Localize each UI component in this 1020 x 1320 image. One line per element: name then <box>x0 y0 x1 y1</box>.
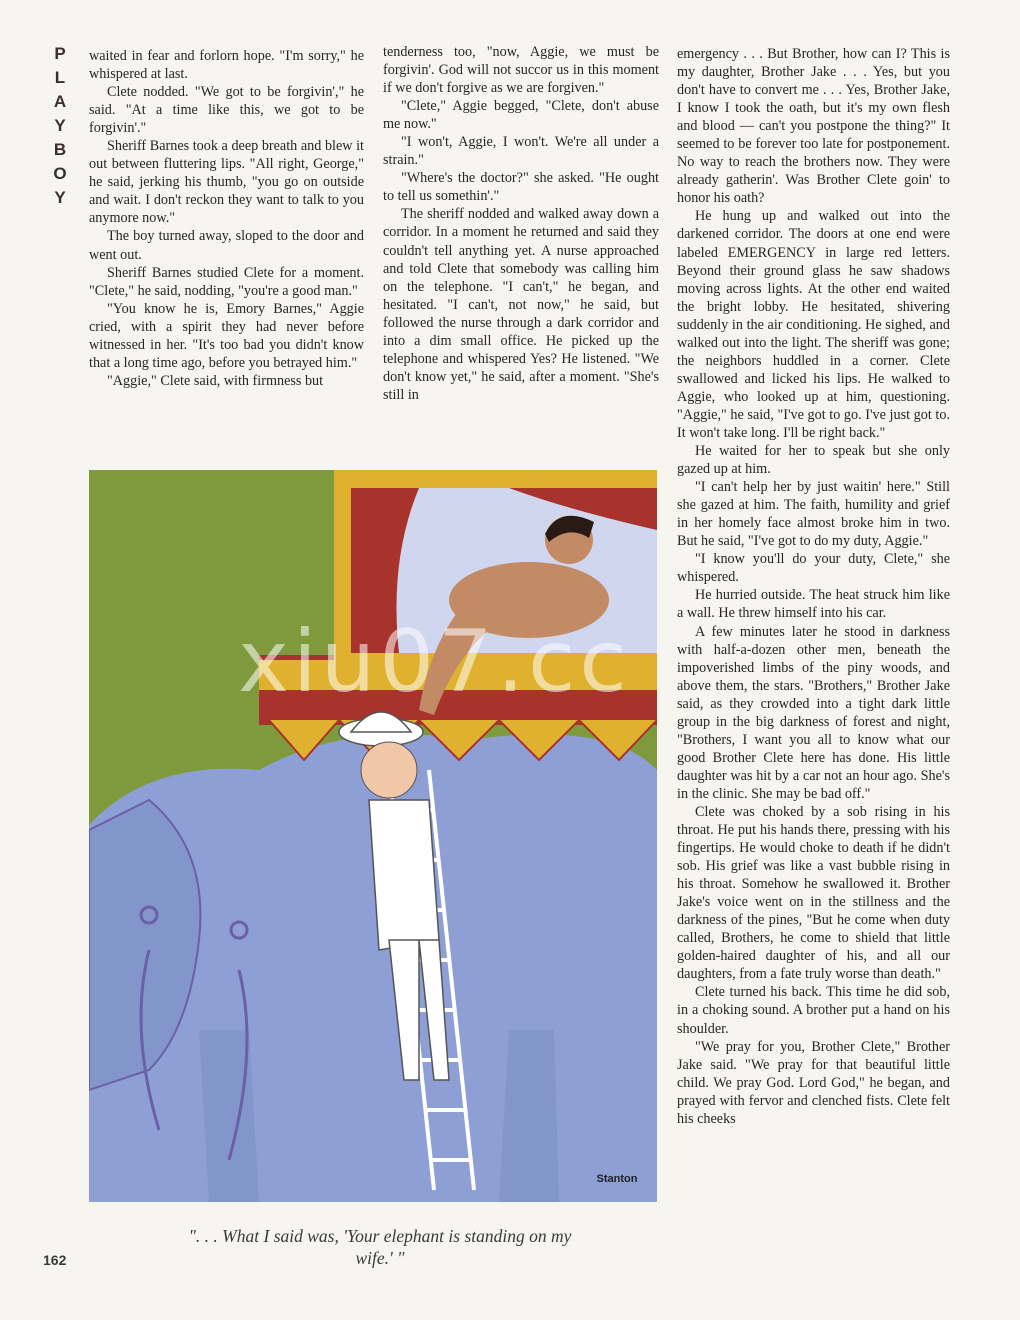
cartoon-illustration <box>89 470 657 1202</box>
running-head-letter: O <box>53 164 67 183</box>
paragraph: Clete was choked by a sob rising in his throat. He put his hands there, pressing with his fingertips. He would choke to death if he didn't sob. His grief was like a vast bubble rising in his throat. Somehow he swallowed it. Brother Jake's voice went on in the stillness and the darkness of the pines, "But he come when duty called, Brothers, he come to shield that little golden-haired daughter of his, and all our daughters, from a fate truly worse than death." <box>677 803 950 983</box>
paragraph: "Aggie," Clete said, with firmness but <box>107 372 324 389</box>
page-number: 162 <box>43 1252 67 1268</box>
watermark: xiu07.cc <box>238 612 631 712</box>
elephant-leg <box>199 1030 259 1202</box>
paragraph: "Clete," Aggie begged, "Clete, don't abuse me now." <box>383 98 659 133</box>
elephant-leg <box>499 1030 559 1202</box>
running-head-letter: Y <box>54 116 66 135</box>
paragraph: "I can't help her by just waitin' here." Still she gazed at him. The faith, humility and grief in her homely face almost broke him in two. But he said, "I've got to do my duty, Aggie." <box>677 479 950 550</box>
paragraph: A few minutes later he stood in darkness with half-a-dozen other men, beneath the impoverished limbs of the piny woods, and above them, the stars. "Brothers," Brother Jake said, as they crowded into a tight dark little group in the big darkness of forest and night, "Brothers, I want you all to know what our good Brother Clete here has done. His little daughter was hit by a car not an hour ago. She's in the clinic. She may be bad off." <box>677 623 950 802</box>
paragraph: He waited for her to speak but she only gazed up at him. <box>677 443 950 478</box>
paragraph: "I won't, Aggie, I won't. We're all under a strain." <box>383 134 659 169</box>
paragraph: emergency . . . But Brother, how can I? This is my daughter, Brother Jake . . . Yes, but you don't have to convert me . . . Yes, Brother Jake, I know I took the oath, but it's my own flesh and blood — can't you postpone the thing?" It seemed to be forever too late for postponement. No way to reach the brothers now. They were already gatherin'. Was Brother Clete goin' to honor his oath? <box>677 46 950 207</box>
text-column-3 <box>677 45 950 1128</box>
paragraph: Sheriff Barnes took a deep breath and blew it out between fluttering lips. "All right, George," he said, jerking his thumb, "you go on outside and wait. I don't reckon they want to talk to you anymore now." <box>89 138 364 227</box>
paragraph: waited in fear and forlorn hope. "I'm sorry," he whispered at last. <box>89 48 364 83</box>
running-head-letter: L <box>54 68 66 87</box>
paragraph: "Where's the doctor?" she asked. "He ought to tell us somethin'." <box>383 170 659 205</box>
paragraph: He hung up and walked out into the darkened corridor. The doors at one end were labeled EMERGENCY in large red letters. Beyond their ground glass he saw shadows moving across lights. At the other end waited the bright lobby. He hesitated, shivering suddenly in the air conditioning. He sighed, and walked out into the light. The sheriff was gone; the neighbors huddled in a corner. Clete swallowed and licked his lips. He walked to Aggie, who looked up at him, questioning. "Aggie," he said, "I've got to go. I've just got to. It won't take long. I'll be right back." <box>677 208 950 441</box>
paragraph: The sheriff nodded and walked away down a corridor. In a moment he returned and said they couldn't tell anything yet. A nurse approached and told Clete that somebody was calling him on the telephone. "I can't," he began, and hesitated. "I can't, not now," he said, but followed the nurse through a dark corridor and into a dim small office. He picked up the telephone and whispered Yes? He listened. "We don't know yet," he said, after a moment. "She's still in <box>383 206 659 403</box>
paragraph: "You know he is, Emory Barnes," Aggie cried, with a spirit they had never before witnessed in her. "It's too bad you didn't know that a long time ago, before you betrayed him." <box>89 300 364 371</box>
paragraph: tenderness too, "now, Aggie, we must be forgivin'. God will not succor us in this moment if we don't forgive as we are forgiven." <box>383 44 659 97</box>
paragraph: "I know you'll do your duty, Clete," she whispered. <box>677 551 950 586</box>
running-head-letter: Y <box>54 188 66 207</box>
paragraph: He hurried outside. The heat struck him like a wall. He threw himself into his car. <box>677 587 950 622</box>
running-head-letter: B <box>53 140 67 159</box>
paragraph: "We pray for you, Brother Clete," Brother Jake said. "We pray for that beautiful little child. We pray God. Lord God," he began, and prayed with fervor and clenched fists. Clete felt his cheeks <box>677 1038 950 1127</box>
paragraph: Clete turned his back. This time he did sob, in a choking sound. A brother put a hand on his shoulder. <box>677 984 950 1037</box>
paragraph: Sheriff Barnes studied Clete for a moment. "Clete," he said, nodding, "you're a good man." <box>89 264 364 299</box>
artist-signature: Stanton <box>596 1173 638 1185</box>
paragraph: The boy turned away, sloped to the door and went out. <box>89 228 364 263</box>
text-column-2 <box>383 43 659 404</box>
text-column-1 <box>89 47 364 390</box>
cartoon-caption: ". . . What I said was, 'Your elephant is standing on my wife.' " <box>188 1226 572 1268</box>
running-head-vertical <box>52 42 68 210</box>
running-head-letter: P <box>54 44 66 63</box>
running-head-letter: A <box>53 92 67 111</box>
paragraph: Clete nodded. "We got to be forgivin'," he said. "At a time like this, we got to be forgivin'." <box>89 84 364 137</box>
